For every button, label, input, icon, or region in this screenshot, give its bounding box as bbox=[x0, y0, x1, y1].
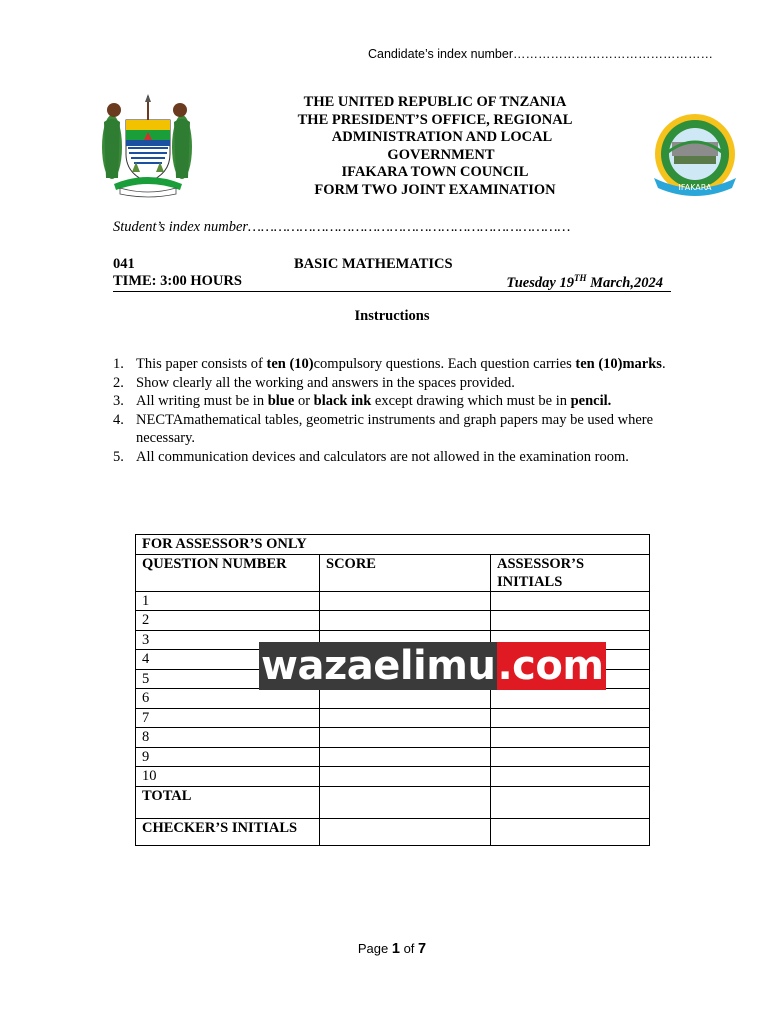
header-line-3: ADMINISTRATION AND LOCAL bbox=[331, 129, 553, 146]
instructions-list bbox=[113, 355, 678, 466]
header-line-1: THE UNITED REPUBLIC OF TNZANIA bbox=[303, 94, 567, 110]
header-line-2: THE PRESIDENT’S OFFICE, REGIONAL bbox=[297, 111, 573, 128]
instruction-number: 3. bbox=[113, 393, 124, 409]
date-sup: TH bbox=[573, 273, 587, 283]
instruction-item bbox=[113, 392, 678, 411]
score-cell bbox=[320, 747, 491, 767]
instruction-text: except drawing which must be in bbox=[371, 393, 571, 409]
page-label: Page bbox=[357, 941, 392, 956]
instruction-number: 2. bbox=[113, 374, 124, 391]
header-assessor-initials: ASSESSOR’S INITIALS bbox=[491, 554, 650, 591]
instruction-text: blue bbox=[267, 393, 295, 409]
question-number-cell: 3 bbox=[136, 630, 320, 650]
initials-cell bbox=[491, 708, 650, 728]
score-cell bbox=[320, 767, 491, 787]
instruction-number: 4. bbox=[113, 411, 124, 428]
table-row bbox=[136, 689, 650, 709]
exam-date bbox=[506, 273, 663, 292]
date-prefix: Tuesday 19 bbox=[506, 274, 574, 291]
question-number-cell: 9 bbox=[136, 747, 320, 767]
instruction-text: ten (10) bbox=[266, 356, 314, 372]
student-index-line: Student’s index number………………………………………………………………… bbox=[113, 219, 571, 235]
instruction-text: All communication devices and calculators are not allowed in the examination room. bbox=[136, 448, 629, 465]
table-row bbox=[136, 747, 650, 767]
initials-cell bbox=[491, 611, 650, 631]
watermark-right: .com bbox=[497, 643, 604, 689]
watermark-logo bbox=[259, 642, 606, 690]
instruction-text: ten (10)marks bbox=[575, 356, 662, 372]
score-cell bbox=[320, 728, 491, 748]
initials-cell bbox=[491, 728, 650, 748]
instruction-text: black ink bbox=[313, 393, 372, 409]
initials-cell bbox=[491, 786, 650, 818]
instruction-text: Show clearly all the working and answers in the spaces provided. bbox=[136, 374, 515, 391]
score-cell bbox=[320, 611, 491, 631]
header-question-number: QUESTION NUMBER bbox=[136, 554, 320, 591]
watermark-left: wazaelimu bbox=[261, 643, 496, 689]
initials-cell bbox=[491, 767, 650, 787]
question-number-cell: 2 bbox=[136, 611, 320, 631]
subject-code: 041 bbox=[113, 256, 135, 272]
question-number-cell: 4 bbox=[136, 650, 320, 670]
instruction-item bbox=[113, 448, 678, 467]
assessor-table-title: FOR ASSESSOR’S ONLY bbox=[136, 535, 650, 555]
instruction-text: compulsory questions. Each question carries bbox=[313, 356, 576, 372]
question-number-cell: 5 bbox=[136, 669, 320, 689]
instruction-number: 5. bbox=[113, 448, 124, 465]
score-cell bbox=[320, 818, 491, 845]
date-suffix: March,2024 bbox=[586, 274, 663, 291]
instructions-title: Instructions bbox=[354, 308, 430, 324]
instruction-item bbox=[113, 355, 678, 374]
instruction-text: This paper consists of bbox=[136, 356, 267, 372]
instruction-text: All writing must be in bbox=[136, 393, 268, 409]
instruction-text: or bbox=[294, 393, 314, 409]
table-row bbox=[136, 611, 650, 631]
score-cell bbox=[320, 708, 491, 728]
svg-text:IFAKARA: IFAKARA bbox=[678, 183, 712, 192]
coat-of-arms-icon bbox=[96, 92, 200, 198]
header-line-6: FORM TWO JOINT EXAMINATION bbox=[314, 181, 556, 198]
instruction-text: . bbox=[661, 356, 666, 372]
of-label: of bbox=[399, 941, 419, 956]
question-number-cell: 8 bbox=[136, 728, 320, 748]
question-number-cell: 6 bbox=[136, 689, 320, 709]
score-cell bbox=[320, 786, 491, 818]
instruction-text: NECTAmathematical tables, geometric instruments and graph papers may be used where necessary. bbox=[136, 411, 654, 446]
table-row bbox=[136, 767, 650, 787]
checker-initials-cell: CHECKER’S INITIALS bbox=[136, 818, 320, 845]
page-number: 1 bbox=[391, 941, 400, 957]
table-row bbox=[136, 786, 650, 818]
header-block bbox=[270, 94, 600, 200]
initials-cell bbox=[491, 689, 650, 709]
header-line-5: IFAKARA TOWN COUNCIL bbox=[341, 164, 529, 181]
question-number-cell: 1 bbox=[136, 591, 320, 611]
subject-name: BASIC MATHEMATICS bbox=[294, 256, 453, 272]
exam-time: TIME: 3:00 HOURS bbox=[113, 273, 242, 289]
instruction-text: pencil. bbox=[570, 393, 612, 409]
header-score: SCORE bbox=[320, 554, 491, 591]
page-footer bbox=[0, 941, 768, 957]
page-total: 7 bbox=[418, 941, 427, 957]
instruction-number: 1. bbox=[113, 356, 124, 372]
header-line-4: GOVERNMENT bbox=[387, 146, 495, 163]
instruction-item bbox=[113, 411, 678, 448]
table-row bbox=[136, 728, 650, 748]
table-row bbox=[136, 818, 650, 845]
candidate-index-line: Candidate’s index number………………………………………… bbox=[368, 47, 714, 61]
header-divider bbox=[113, 291, 671, 292]
instruction-item bbox=[113, 374, 678, 393]
question-number-cell: 10 bbox=[136, 767, 320, 787]
table-row bbox=[136, 591, 650, 611]
initials-cell bbox=[491, 747, 650, 767]
total-cell: TOTAL bbox=[136, 786, 320, 818]
question-number-cell: 7 bbox=[136, 708, 320, 728]
score-cell bbox=[320, 591, 491, 611]
score-cell bbox=[320, 689, 491, 709]
table-row bbox=[136, 708, 650, 728]
initials-cell bbox=[491, 591, 650, 611]
council-seal-icon bbox=[648, 112, 742, 200]
initials-cell bbox=[491, 818, 650, 845]
